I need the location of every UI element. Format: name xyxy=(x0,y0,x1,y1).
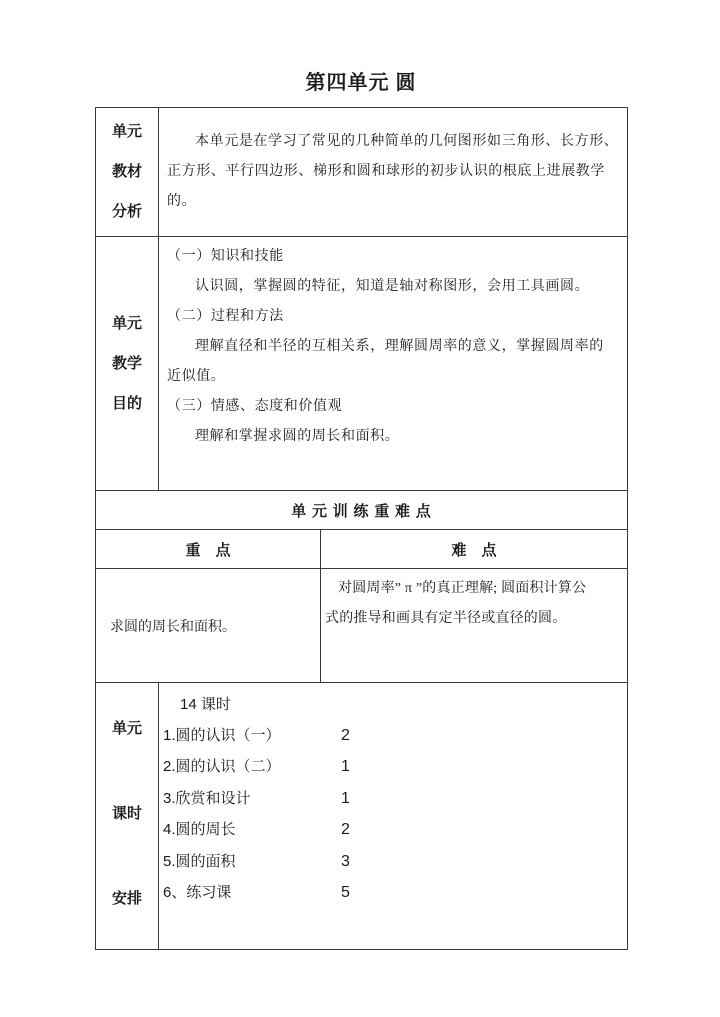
course-hours: 2 xyxy=(341,727,350,744)
goals-text-line: 近似值。 xyxy=(167,369,226,384)
course-hours: 1 xyxy=(341,758,350,776)
difficult-point-header: 难 点 xyxy=(321,530,628,569)
analysis-label-cell xyxy=(96,108,159,237)
training-header-row xyxy=(96,491,628,530)
goals-label-line: 单元 xyxy=(111,315,142,332)
schedule-row xyxy=(96,683,628,950)
goals-label-line: 教学 xyxy=(111,355,142,372)
unit-plan-table xyxy=(95,107,628,950)
analysis-text-line: 正方形、平行四边形、梯形和圆和球形的初步认识的根底上进展教学的。 xyxy=(167,164,605,209)
course-hours: 5 xyxy=(341,884,350,902)
training-section-title: 单 元 训 练 重 难 点 xyxy=(96,491,628,530)
schedule-label-line: 安排 xyxy=(111,891,142,907)
course-name: 6、练习课 xyxy=(163,884,232,902)
course-name: 2.圆的认识（二） xyxy=(163,758,281,776)
course-hours: 2 xyxy=(341,821,350,839)
course-name: 1.圆的认识（一） xyxy=(163,727,281,744)
schedule-label-cell xyxy=(96,683,159,950)
course-item xyxy=(163,720,623,751)
course-item xyxy=(163,783,623,814)
analysis-row xyxy=(96,108,628,237)
schedule-content-cell xyxy=(159,683,628,950)
key-point-header: 重 点 xyxy=(96,530,321,569)
course-hours: 3 xyxy=(341,852,350,870)
schedule-label-line: 课时 xyxy=(111,806,142,822)
point-content-row xyxy=(96,569,628,683)
analysis-text-line: 本单元是在学习了常见的几种简单的几何图形如三角形、长方形、 xyxy=(195,134,619,149)
goals-text-line: 理解直径和半径的互相关系，理解圆周率的意义，掌握圆周率的 xyxy=(195,339,604,354)
goals-row xyxy=(96,237,628,491)
difficult-text-line: 对圆周率” π ”的真正理解; 圆面积计算公 xyxy=(338,581,587,596)
key-point-cell: 求圆的周长和面积。 xyxy=(96,569,321,683)
goals-text-line: （二）过程和方法 xyxy=(167,309,284,324)
page-title: 第四单元 圆 xyxy=(305,72,417,94)
goals-content-cell xyxy=(159,237,628,491)
goals-text-line: （一）知识和技能 xyxy=(167,249,284,264)
course-item xyxy=(163,814,623,845)
schedule-label-line: 单元 xyxy=(111,721,142,737)
difficult-text-line: 式的推导和画具有定半径或直径的圆。 xyxy=(325,611,567,626)
goals-text-line: （三）情感、态度和价值观 xyxy=(167,399,343,414)
course-name: 5.圆的面积 xyxy=(163,852,236,870)
goals-text-line: 认识圆，掌握圆的特征，知道是轴对称图形，会用工具画圆。 xyxy=(195,279,590,294)
analysis-content-cell xyxy=(159,108,628,237)
goals-label-cell xyxy=(96,237,159,491)
goals-text-line: 理解和掌握求圆的周长和面积。 xyxy=(195,429,400,444)
course-hours: 1 xyxy=(341,789,350,807)
analysis-label-line: 单元 xyxy=(111,124,142,140)
analysis-label-line: 分析 xyxy=(111,204,142,220)
point-header-row xyxy=(96,530,628,569)
course-name: 3.欣赏和设计 xyxy=(163,789,251,807)
total-hours: 14 课时 xyxy=(180,696,231,713)
difficult-point-cell xyxy=(321,569,628,683)
analysis-label-line: 教材 xyxy=(111,164,142,180)
course-name: 4.圆的周长 xyxy=(163,821,236,839)
course-item xyxy=(163,877,623,908)
course-item xyxy=(163,751,623,782)
schedule-label-wrap xyxy=(96,683,158,949)
course-item xyxy=(163,846,623,877)
goals-label-line: 目的 xyxy=(111,395,142,412)
